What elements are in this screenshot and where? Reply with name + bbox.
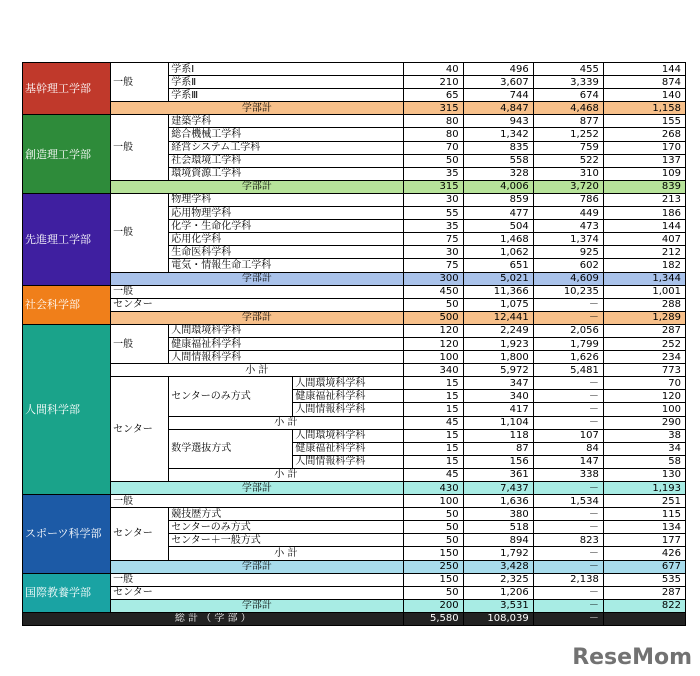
item-name: 電気・情報生命工学科	[169, 259, 403, 272]
value-cell: 1,252	[533, 128, 603, 141]
value-cell: 130	[603, 468, 685, 481]
value-cell: 288	[603, 298, 685, 311]
value-cell: 310	[533, 167, 603, 180]
item-name: 人間情報科学科	[293, 403, 403, 416]
item-name: 化学・生命化学科	[169, 220, 403, 233]
value-cell: 50	[403, 508, 463, 521]
item-name: 建築学科	[169, 115, 403, 128]
value-cell: 35	[403, 167, 463, 180]
item-name: 小 計	[169, 416, 403, 429]
value-cell: 925	[533, 246, 603, 259]
value-cell: 30	[403, 246, 463, 259]
value-cell: 1,193	[603, 482, 685, 495]
label-cell: 一般	[111, 193, 169, 272]
value-cell: 144	[603, 220, 685, 233]
value-cell: 15	[403, 455, 463, 468]
table-row	[23, 573, 686, 586]
value-cell: －	[533, 311, 603, 324]
watermark-logo: ReseMom	[572, 645, 692, 670]
table-row	[23, 364, 686, 377]
value-cell: －	[533, 377, 603, 390]
label-cell: センターのみ方式	[169, 377, 293, 416]
value-cell: 75	[403, 259, 463, 272]
value-cell: 315	[403, 180, 463, 193]
value-cell: 234	[603, 351, 685, 364]
value-cell: 100	[403, 351, 463, 364]
faculty-name: 先進理工学部	[23, 193, 111, 285]
value-cell: 84	[533, 442, 603, 455]
value-cell: 250	[403, 560, 463, 573]
item-name: 人間情報科学科	[169, 351, 403, 364]
value-cell: －	[533, 612, 603, 625]
item-name: 一般	[111, 495, 403, 508]
value-cell: 449	[533, 207, 603, 220]
table-row	[23, 115, 686, 128]
value-cell: 55	[403, 207, 463, 220]
value-cell: －	[533, 599, 603, 612]
value-cell: 80	[403, 128, 463, 141]
item-name: 人間環境科学科	[169, 324, 403, 337]
value-cell: 417	[463, 403, 533, 416]
value-cell: 894	[463, 534, 533, 547]
value-cell: 287	[603, 586, 685, 599]
value-cell: 5,481	[533, 364, 603, 377]
value-cell: 759	[533, 141, 603, 154]
value-cell: 877	[533, 115, 603, 128]
label-cell: 一般	[111, 63, 169, 102]
value-cell: 1,792	[463, 547, 533, 560]
label-cell: 一般	[111, 115, 169, 180]
value-cell: 5,972	[463, 364, 533, 377]
value-cell: 677	[603, 560, 685, 573]
grand-total-label: 総 計 （ 学 部 ）	[23, 612, 404, 625]
value-cell: 822	[603, 599, 685, 612]
table-row	[23, 508, 686, 521]
value-cell: 109	[603, 167, 685, 180]
value-cell: 87	[463, 442, 533, 455]
value-cell: 3,428	[463, 560, 533, 573]
value-cell: 1,075	[463, 298, 533, 311]
value-cell: 823	[533, 534, 603, 547]
value-cell: 177	[603, 534, 685, 547]
value-cell: －	[533, 508, 603, 521]
value-cell: 455	[533, 63, 603, 76]
value-cell: 137	[603, 154, 685, 167]
value-cell: 1,206	[463, 586, 533, 599]
table-row	[23, 285, 686, 298]
value-cell: 340	[403, 364, 463, 377]
value-cell: 100	[603, 403, 685, 416]
value-cell: －	[533, 521, 603, 534]
value-cell: 430	[403, 482, 463, 495]
value-cell: 11,366	[463, 285, 533, 298]
value-cell: 50	[403, 586, 463, 599]
value-cell: 340	[463, 390, 533, 403]
value-cell: 251	[603, 495, 685, 508]
value-cell: 674	[533, 89, 603, 102]
value-cell: 118	[463, 429, 533, 442]
item-name: 学部計	[111, 599, 403, 612]
table-row	[23, 560, 686, 573]
item-name: 人間環境科学科	[293, 377, 403, 390]
item-name: 学系Ⅱ	[169, 76, 403, 89]
value-cell: 200	[403, 599, 463, 612]
value-cell: 338	[533, 468, 603, 481]
item-name: 一般	[111, 285, 403, 298]
value-cell: 30	[403, 193, 463, 206]
value-cell: 1,636	[463, 495, 533, 508]
value-cell: 290	[603, 416, 685, 429]
faculty-name: 創造理工学部	[23, 115, 111, 194]
value-cell: 3,339	[533, 76, 603, 89]
value-cell: －	[533, 560, 603, 573]
value-cell: 315	[403, 102, 463, 115]
table-row	[23, 324, 686, 337]
item-name: 応用物理学科	[169, 207, 403, 220]
value-cell: 500	[403, 311, 463, 324]
value-cell: 150	[403, 573, 463, 586]
value-cell: 744	[463, 89, 533, 102]
value-cell: 859	[463, 193, 533, 206]
value-cell: 1,104	[463, 416, 533, 429]
faculty-name: 人間科学部	[23, 324, 111, 494]
value-cell: 4,609	[533, 272, 603, 285]
value-cell: 108,039	[463, 612, 533, 625]
item-name: 小 計	[111, 364, 403, 377]
value-cell: 1,289	[603, 311, 685, 324]
item-name: 環境資源工学科	[169, 167, 403, 180]
item-name: 応用化学科	[169, 233, 403, 246]
label-cell: 一般	[111, 324, 169, 363]
value-cell: 426	[603, 547, 685, 560]
table-row	[23, 193, 686, 206]
value-cell: 212	[603, 246, 685, 259]
value-cell: 1,374	[533, 233, 603, 246]
value-cell: 361	[463, 468, 533, 481]
value-cell: 50	[403, 534, 463, 547]
value-cell: 2,056	[533, 324, 603, 337]
value-cell: 80	[403, 115, 463, 128]
value-cell: 144	[603, 63, 685, 76]
value-cell: 1,468	[463, 233, 533, 246]
value-cell: 3,531	[463, 599, 533, 612]
value-cell: 268	[603, 128, 685, 141]
value-cell: 120	[403, 337, 463, 350]
item-name: 健康福祉科学科	[169, 337, 403, 350]
item-name: 競技歴方式	[169, 508, 403, 521]
faculty-name: 国際教養学部	[23, 573, 111, 612]
value-cell: 120	[403, 324, 463, 337]
value-cell: 15	[403, 390, 463, 403]
value-cell: 2,325	[463, 573, 533, 586]
value-cell: 115	[603, 508, 685, 521]
value-cell: 786	[533, 193, 603, 206]
value-cell: 287	[603, 324, 685, 337]
value-cell: 134	[603, 521, 685, 534]
table-row	[23, 377, 686, 390]
value-cell: 65	[403, 89, 463, 102]
value-cell: 1,800	[463, 351, 533, 364]
value-cell: 4,847	[463, 102, 533, 115]
value-cell: 213	[603, 193, 685, 206]
value-cell: 504	[463, 220, 533, 233]
value-cell: 328	[463, 167, 533, 180]
table-row	[23, 272, 686, 285]
value-cell: 1,344	[603, 272, 685, 285]
value-cell: 34	[603, 442, 685, 455]
value-cell: 651	[463, 259, 533, 272]
value-cell: －	[533, 482, 603, 495]
value-cell: 58	[603, 455, 685, 468]
table-row	[23, 599, 686, 612]
value-cell: 874	[603, 76, 685, 89]
value-cell: 2,138	[533, 573, 603, 586]
value-cell: －	[533, 586, 603, 599]
value-cell: 50	[403, 298, 463, 311]
value-cell: 10,235	[533, 285, 603, 298]
value-cell: －	[533, 547, 603, 560]
value-cell: 147	[533, 455, 603, 468]
value-cell: －	[533, 416, 603, 429]
value-cell: －	[533, 390, 603, 403]
item-name: 総合機械工学科	[169, 128, 403, 141]
value-cell: 75	[403, 233, 463, 246]
item-name: 小 計	[169, 547, 403, 560]
item-name: 学部計	[111, 180, 403, 193]
item-name: 健康福祉科学科	[293, 442, 403, 455]
value-cell: 5,021	[463, 272, 533, 285]
value-cell: 15	[403, 429, 463, 442]
value-cell: 252	[603, 337, 685, 350]
value-cell: 70	[403, 141, 463, 154]
value-cell: 100	[403, 495, 463, 508]
item-name: 物理学科	[169, 193, 403, 206]
item-name: 学系Ⅰ	[169, 63, 403, 76]
value-cell: 473	[533, 220, 603, 233]
value-cell: 155	[603, 115, 685, 128]
label-cell: 数学選抜方式	[169, 429, 293, 468]
value-cell: －	[533, 298, 603, 311]
value-cell: －	[533, 403, 603, 416]
value-cell: 450	[403, 285, 463, 298]
value-cell: 50	[403, 154, 463, 167]
value-cell: 38	[603, 429, 685, 442]
value-cell: 496	[463, 63, 533, 76]
value-cell: 12,441	[463, 311, 533, 324]
value-cell: 35	[403, 220, 463, 233]
value-cell: 182	[603, 259, 685, 272]
item-name: 学部計	[111, 560, 403, 573]
faculty-name: スポーツ科学部	[23, 495, 111, 574]
value-cell: 15	[403, 403, 463, 416]
item-name: センターのみ方式	[169, 521, 403, 534]
value-cell: 107	[533, 429, 603, 442]
item-name: 学部計	[111, 102, 403, 115]
value-cell: 5,580	[403, 612, 463, 625]
value-cell: 522	[533, 154, 603, 167]
value-cell: 1,923	[463, 337, 533, 350]
value-cell: 140	[603, 89, 685, 102]
value-cell: 156	[463, 455, 533, 468]
admission-table	[22, 62, 686, 626]
value-cell: 50	[403, 521, 463, 534]
label-cell: センター	[111, 508, 169, 560]
value-cell: 186	[603, 207, 685, 220]
item-name: 社会環境工学科	[169, 154, 403, 167]
value-cell: 120	[603, 390, 685, 403]
value-cell: 70	[603, 377, 685, 390]
table-row	[23, 586, 686, 599]
value-cell: 477	[463, 207, 533, 220]
table-row	[23, 298, 686, 311]
table-row	[23, 495, 686, 508]
item-name: 学系Ⅲ	[169, 89, 403, 102]
value-cell: 380	[463, 508, 533, 521]
table-row	[23, 482, 686, 495]
value-cell: 4,468	[533, 102, 603, 115]
value-cell: 15	[403, 442, 463, 455]
item-name: 学部計	[111, 482, 403, 495]
value-cell: 150	[403, 547, 463, 560]
value-cell: 170	[603, 141, 685, 154]
value-cell: 3,720	[533, 180, 603, 193]
value-cell: 45	[403, 468, 463, 481]
value-cell: 347	[463, 377, 533, 390]
faculty-name: 基幹理工学部	[23, 63, 111, 115]
item-name: 小 計	[169, 468, 403, 481]
item-name: 学部計	[111, 311, 403, 324]
value-cell: 518	[463, 521, 533, 534]
value-cell: 407	[603, 233, 685, 246]
value-cell: 773	[603, 364, 685, 377]
item-name: 一般	[111, 573, 403, 586]
value-cell: 602	[533, 259, 603, 272]
table-row	[23, 102, 686, 115]
value-cell: 1,158	[603, 102, 685, 115]
value-cell: 45	[403, 416, 463, 429]
value-cell: 839	[603, 180, 685, 193]
item-name: 学部計	[111, 272, 403, 285]
value-cell: 1,001	[603, 285, 685, 298]
item-name: 生命医科学科	[169, 246, 403, 259]
value-cell: 535	[603, 573, 685, 586]
table-row	[23, 311, 686, 324]
value-cell: 40	[403, 63, 463, 76]
value-cell: 1,062	[463, 246, 533, 259]
grand-total-row	[23, 612, 686, 625]
value-cell: 558	[463, 154, 533, 167]
value-cell: 1,626	[533, 351, 603, 364]
value-cell: 15	[403, 377, 463, 390]
value-cell: 2,249	[463, 324, 533, 337]
admission-table-wrapper	[22, 62, 686, 626]
table-row	[23, 63, 686, 76]
value-cell: 943	[463, 115, 533, 128]
item-name: センター＋一般方式	[169, 534, 403, 547]
label-cell: センター	[111, 377, 169, 482]
value-cell: 4,006	[463, 180, 533, 193]
value-cell: 1,534	[533, 495, 603, 508]
value-cell: 210	[403, 76, 463, 89]
value-cell: 300	[403, 272, 463, 285]
item-name: 経営システム工学科	[169, 141, 403, 154]
value-cell: 835	[463, 141, 533, 154]
value-cell	[603, 612, 685, 625]
value-cell: 1,342	[463, 128, 533, 141]
item-name: センター	[111, 586, 403, 599]
value-cell: 7,437	[463, 482, 533, 495]
item-name: センター	[111, 298, 403, 311]
value-cell: 3,607	[463, 76, 533, 89]
item-name: 人間情報科学科	[293, 455, 403, 468]
item-name: 健康福祉科学科	[293, 390, 403, 403]
table-row	[23, 180, 686, 193]
item-name: 人間環境科学科	[293, 429, 403, 442]
faculty-name: 社会科学部	[23, 285, 111, 324]
value-cell: 1,799	[533, 337, 603, 350]
